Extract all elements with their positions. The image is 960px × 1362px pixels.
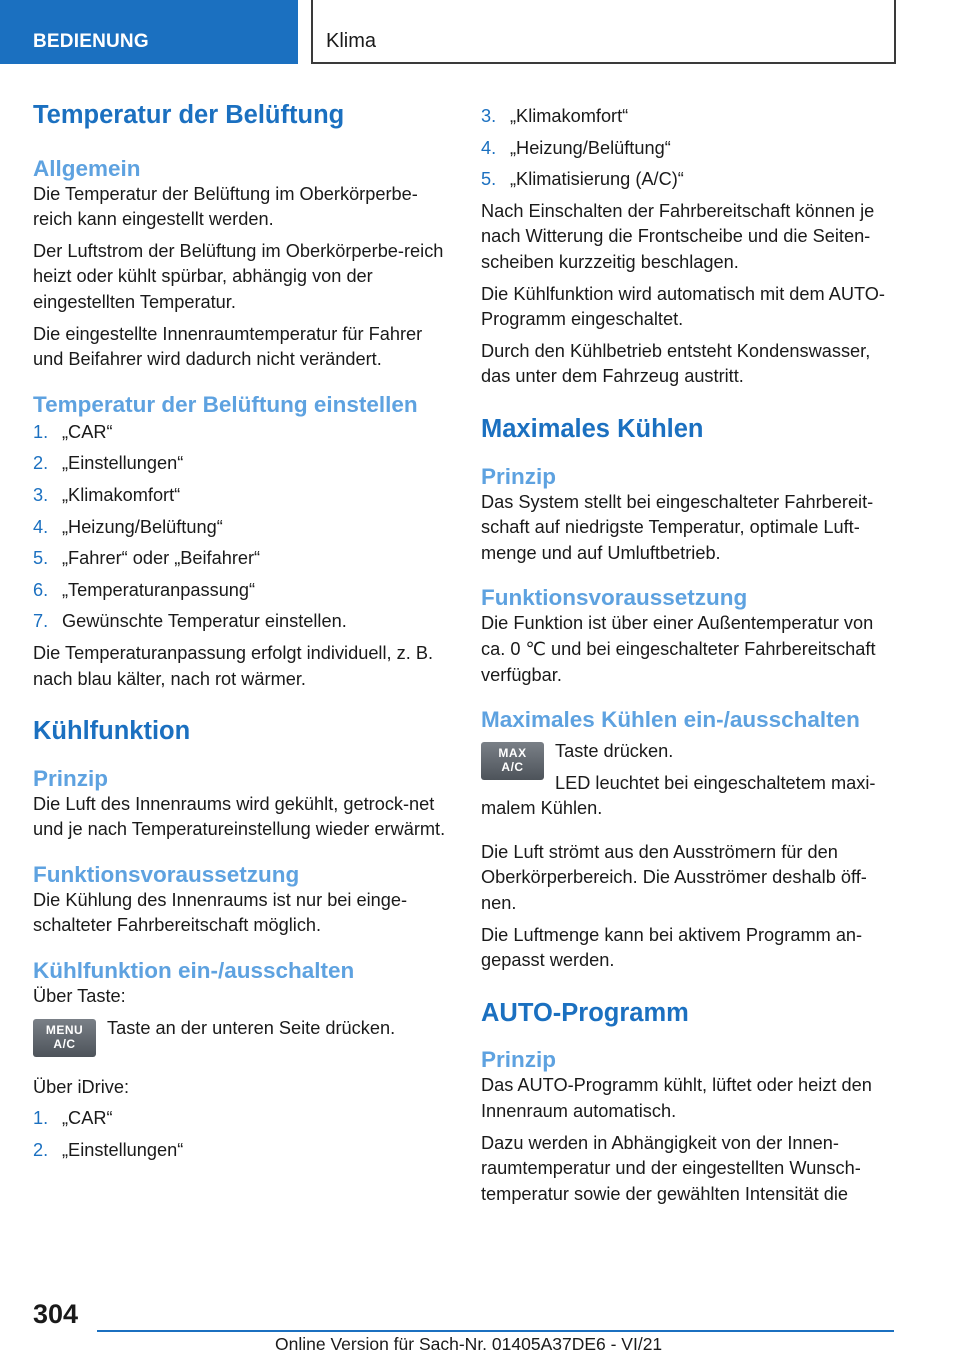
- list-item: 1. „CAR“: [33, 1108, 113, 1129]
- button-instruction: [33, 1016, 449, 1057]
- list-item: 4. „Heizung/Belüftung“: [481, 137, 671, 158]
- paragraph: Taste drücken.: [555, 741, 674, 762]
- paragraph: Die Temperaturanpassung erfolgt individuell, z. B. nach blau kälter, nach rot wärmer.: [33, 642, 434, 689]
- section-tab: BEDIENUNG: [0, 0, 298, 64]
- menu-ac-button-icon: MENU A/C: [33, 1019, 96, 1057]
- footer-divider: [97, 1330, 894, 1332]
- paragraph: Durch den Kühlbetrieb entsteht Kondenswasser, das unter dem Fahrzeug austritt.: [481, 340, 871, 387]
- paragraph: Die Luftmenge kann bei aktivem Programm an-gepasst werden.: [481, 924, 863, 971]
- heading-kuehlfunktion-einaus: Kühlfunktion ein-/ausschalten: [33, 958, 355, 984]
- heading-maximales-kuehlen-einaus: Maximales Kühlen ein-/ausschalten: [481, 707, 860, 733]
- paragraph: Taste an der unteren Seite drücken.: [107, 1017, 396, 1038]
- max-ac-button-icon: MAX A/C: [481, 742, 544, 780]
- list-item: 3. „Klimakomfort“: [33, 484, 181, 505]
- heading-maximales-kuehlen: Maximales Kühlen: [481, 414, 704, 443]
- paragraph: Dazu werden in Abhängigkeit von der Innen-raumtemperatur und der eingestellten Wunsch-temperatur sowie der gewählten Intensität die: [481, 1132, 861, 1204]
- heading-allgemein: Allgemein: [33, 155, 141, 181]
- paragraph: Das AUTO-Programm kühlt, lüftet oder heizt den Innenraum automatisch.: [481, 1075, 872, 1122]
- steps-list: [33, 420, 449, 635]
- paragraph: Die Kühlung des Innenraums ist nur bei einge-schalteter Fahrbereitschaft möglich.: [33, 889, 408, 936]
- right-column: [481, 102, 897, 1207]
- list-item: 5. „Fahrer“ oder „Beifahrer“: [33, 548, 261, 569]
- heading-funktionsvoraussetzung: Funktionsvoraussetzung: [33, 861, 300, 887]
- paragraph: Nach Einschalten der Fahrbereitschaft können je nach Witterung die Frontscheibe und die Seiten-scheiben kurzzeitig beschlagen.: [481, 200, 875, 272]
- heading-prinzip: Prinzip: [481, 1047, 557, 1073]
- paragraph: LED leuchtet bei eingeschaltetem maxi-: [555, 772, 876, 793]
- paragraph: Die Luft strömt aus den Ausströmern für den Oberkörperbereich. Die Ausströmer deshalb öff-nen.: [481, 841, 867, 914]
- paragraph: Die Temperatur der Belüftung im Oberkörperbe-reich kann eingestellt werden.: [33, 183, 418, 230]
- steps-list: [33, 1106, 449, 1163]
- list-item: 3. „Klimakomfort“: [481, 106, 629, 126]
- paragraph: Über iDrive:: [33, 1076, 130, 1097]
- heading-funktionsvoraussetzung: Funktionsvoraussetzung: [481, 585, 748, 611]
- list-item: 2. „Einstellungen“: [33, 453, 184, 474]
- list-item: 6. „Temperaturanpassung“: [33, 579, 256, 600]
- list-item: 7. Gewünschte Temperatur einstellen.: [33, 611, 347, 632]
- paragraph: Die Luft des Innenraums wird gekühlt, getrock-net und je nach Temperatureinstellung wieder erwärmt.: [33, 793, 446, 840]
- heading-prinzip: Prinzip: [481, 463, 557, 489]
- heading-temperatur-einstellen: Temperatur der Belüftung einstellen: [33, 391, 418, 417]
- steps-list: [481, 104, 897, 193]
- heading-temperatur-belueftung: Temperatur der Belüftung: [33, 101, 345, 129]
- footer-version-text: Online Version für Sach-Nr. 01405A37DE6 - VI/21: [275, 1334, 663, 1354]
- chapter-title: Klima: [311, 0, 896, 64]
- paragraph: malem Kühlen.: [481, 798, 603, 819]
- paragraph: Die Funktion ist über einer Außentemperatur von ca. 0 ℃ und bei eingeschalteter Fahrbereitschaft verfügbar.: [481, 613, 876, 685]
- paragraph: Die Kühlfunktion wird automatisch mit dem AUTO-Programm eingeschaltet.: [481, 283, 885, 330]
- button-instruction: [481, 739, 897, 796]
- list-item: 2. „Einstellungen“: [33, 1139, 184, 1160]
- heading-auto-programm: AUTO-Programm: [481, 998, 689, 1027]
- list-item: 1. „CAR“: [33, 421, 113, 442]
- heading-prinzip: Prinzip: [33, 765, 109, 791]
- list-item: 5. „Klimatisierung (A/C)“: [481, 169, 684, 190]
- page-number: 304: [33, 1299, 79, 1329]
- paragraph: Der Luftstrom der Belüftung im Oberkörperbe-reich heizt oder kühlt spürbar, abhängig von der eingestellten Temperatur.: [33, 240, 444, 312]
- list-item: 4. „Heizung/Belüftung“: [33, 516, 223, 537]
- paragraph: Das System stellt bei eingeschalteter Fahrbereit-schaft auf niedrigste Temperatur, optimale Luft-menge und auf Umluftbetrieb.: [481, 491, 874, 563]
- paragraph: Die eingestellte Innenraumtemperatur für Fahrer und Beifahrer wird dadurch nicht verändert.: [33, 323, 423, 370]
- paragraph: Über Taste:: [33, 986, 126, 1007]
- left-column: [33, 100, 449, 1163]
- heading-kuehlfunktion: Kühlfunktion: [33, 717, 191, 746]
